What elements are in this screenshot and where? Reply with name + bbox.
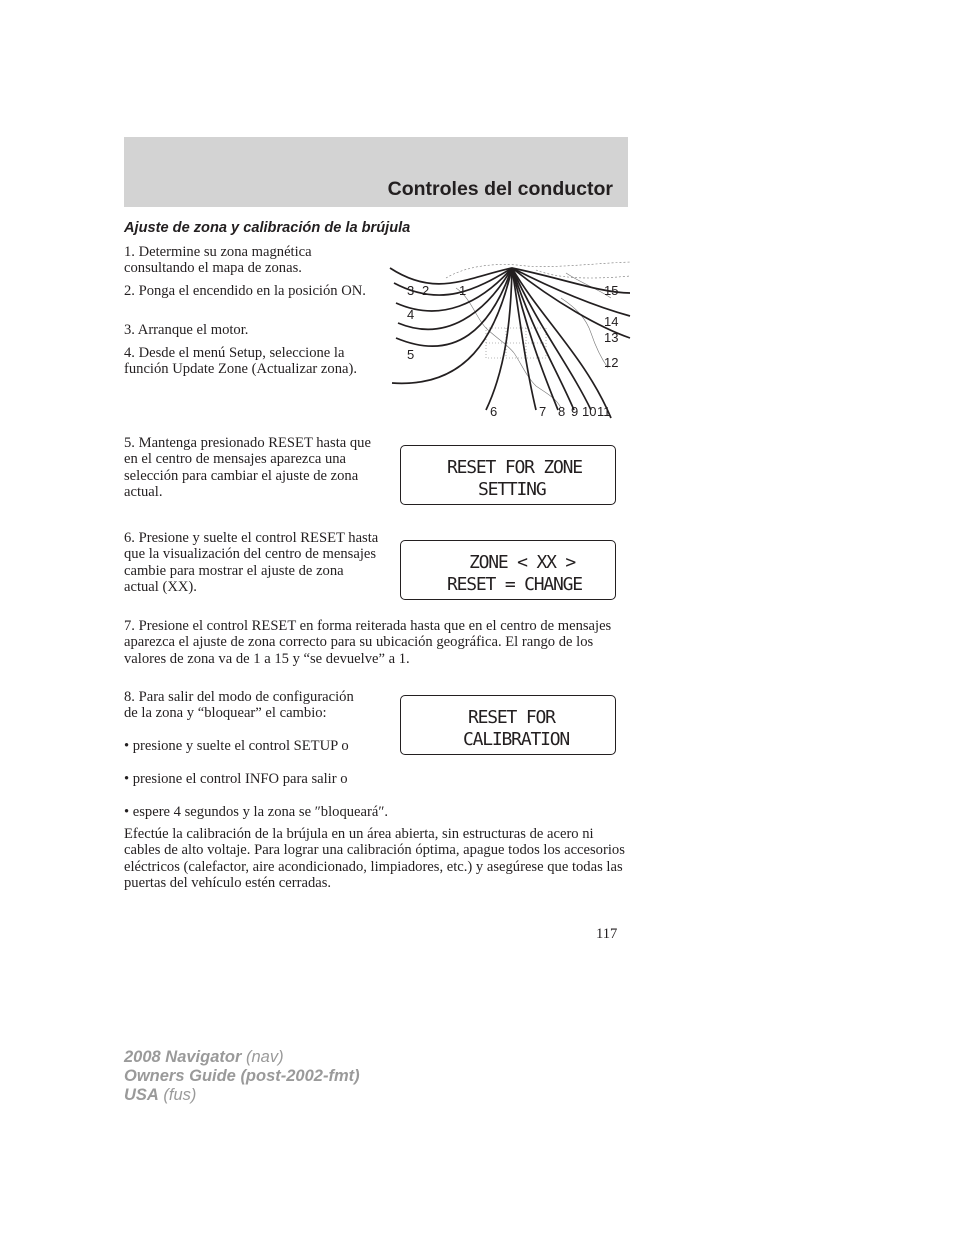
zone-label-12: 12 (604, 355, 619, 370)
footer-model: 2008 Navigator (124, 1048, 242, 1066)
zone-label-4: 4 (407, 307, 415, 322)
step-8-bullet-2: • presione el control INFO para salir o (124, 771, 348, 787)
step-1: 1. Determine su zona magnética consultando el mapa de zonas. (124, 244, 312, 277)
footer-guide: Owners Guide (post-2002-fmt) (124, 1067, 360, 1085)
display-line-2: SETTING (478, 479, 546, 500)
display-reset-for-calibration (400, 695, 616, 755)
display-line-2: RESET = CHANGE (447, 574, 582, 595)
zone-label-8: 8 (558, 404, 566, 419)
zone-label-6: 6 (490, 404, 498, 419)
zone-label-5: 5 (407, 347, 415, 362)
zone-label-13: 13 (604, 330, 619, 345)
zone-label-14: 14 (604, 314, 619, 329)
footer-model-code: (nav) (241, 1048, 284, 1066)
display-line-1: RESET FOR (468, 707, 555, 728)
display-zone-change (400, 540, 616, 600)
zone-label-1: 1 (459, 283, 467, 298)
display-line-1: RESET FOR ZONE (447, 457, 582, 478)
zone-map (386, 258, 631, 423)
zone-label-11: 11 (597, 404, 611, 419)
step-3: 3. Arranque el motor. (124, 322, 249, 338)
closing-paragraph: Efectúe la calibración de la brújula en un área abierta, sin estructuras de acero ni cables de alto voltaje. Para lograr una calibración óptima, apague todos los accesorios eléctricos (calefactor, aire acondicionado, limpiadores, etc.) y asegúrese que todas las puertas del vehículo estén cerradas. (124, 826, 625, 892)
zone-label-15: 15 (604, 283, 619, 298)
step-6: 6. Presione y suelte el control RESET hasta que la visualización del centro de mensajes cambie para mostrar el ajuste de zona actual (XX). (124, 530, 379, 596)
zone-label-10: 10 (582, 404, 597, 419)
step-5: 5. Mantenga presionado RESET hasta que en el centro de mensajes aparezca una selección para cambiar el ajuste de zona actual. (124, 435, 371, 501)
footer (124, 1048, 360, 1105)
step-8: 8. Para salir del modo de configuración de la zona y “bloquear” el cambio: (124, 689, 354, 722)
display-line-2: CALIBRATION (463, 729, 570, 750)
step-2: 2. Ponga el encendido en la posición ON. (124, 283, 366, 299)
step-8-bullet-1: • presione y suelte el control SETUP o (124, 738, 349, 754)
step-4: 4. Desde el menú Setup, seleccione la función Update Zone (Actualizar zona). (124, 345, 357, 378)
zone-label-7: 7 (539, 404, 547, 419)
step-8-bullet-3: • espere 4 segundos y la zona se ″bloqueará″. (124, 804, 389, 820)
section-heading: Ajuste de zona y calibración de la brújula (124, 220, 411, 236)
zone-label-3: 3 (407, 283, 415, 298)
zone-label-2: 2 (422, 283, 430, 298)
step-7: 7. Presione el control RESET en forma reiterada hasta que en el centro de mensajes aparezca el ajuste de zona correcto para su ubicación geográfica. El rango de los valores de zona va de 1 a 15 y “se devuelve” a 1. (124, 618, 612, 667)
display-line-1: ZONE < XX > (469, 552, 576, 573)
footer-market: USA (124, 1086, 159, 1104)
footer-market-code: (fus) (158, 1086, 197, 1104)
header-band (124, 137, 628, 207)
display-reset-for-zone (400, 445, 616, 505)
page-number: 117 (596, 926, 618, 942)
zone-label-9: 9 (571, 404, 579, 419)
page-title: Controles del conductor (387, 178, 613, 200)
